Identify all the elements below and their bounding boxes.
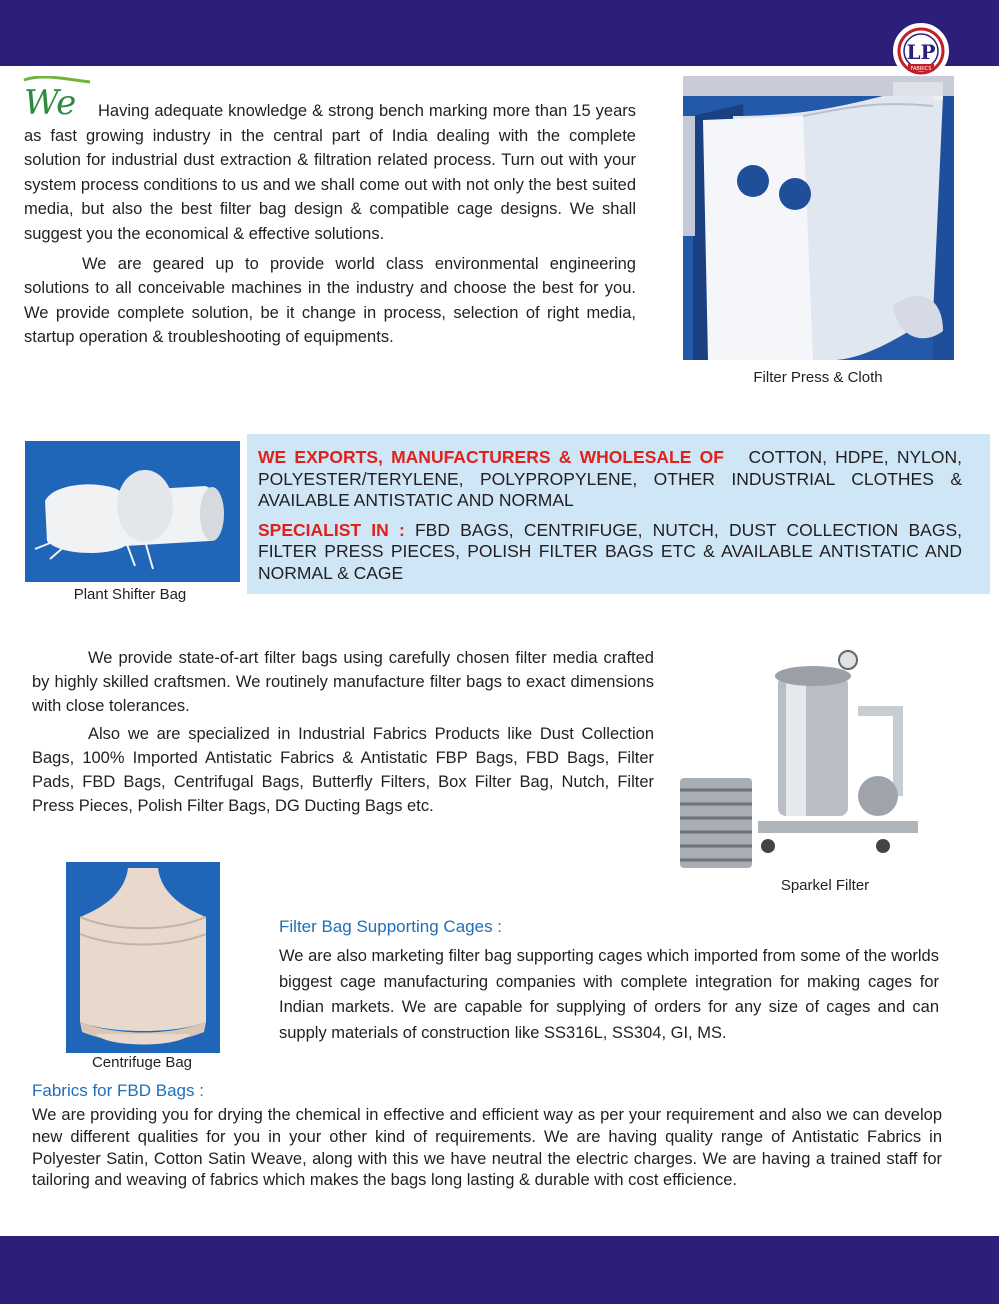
specialist-products: FBD BAGS, CENTRIFUGE, NUTCH, DUST COLLECTION BAGS, FILTER PRESS PIECES, POLISH FILTER BAGS ETC & AVAILABLE ANTISTATIC AND NORMAL & CAGE (258, 519, 962, 583)
caption-filter-press: Filter Press & Cloth (753, 369, 883, 386)
specialist-line (258, 520, 962, 585)
specialist-heading: SPECIALIST IN : (258, 519, 405, 540)
cages-heading: Filter Bag Supporting Cages : (279, 917, 503, 936)
plant-shifter-bag-photo (25, 441, 240, 582)
exports-line (258, 447, 962, 512)
company-logo (886, 22, 956, 84)
we-text: We (24, 83, 77, 122)
logo-subtext: FABRICS (910, 66, 932, 72)
intro-text (24, 99, 636, 350)
filter-bags-text (32, 647, 654, 819)
intro-paragraph-2: We are geared up to provide world class environmental engineering solutions to all conceivable machines in the industry and choose the best for you. We provide complete solution, be it change in process, selection of right media, startup operation & troubleshooting of equipments. (24, 254, 636, 347)
caption-sparkel-filter: Sparkel Filter (780, 877, 870, 894)
filter-bags-paragraph-1: We provide state-of-art filter bags using carefully chosen filter media crafted by highly skilled craftsmen. We routinely manufacture filter bags to exact dimensions with close tolerances. (32, 649, 654, 715)
bottom-band (0, 1236, 999, 1304)
fbd-text: We are providing you for drying the chemical in effective and efficient way as per your requirement and also we can develop new different qualities for you in your other kind of requirements. We are having quality range of Antistatic Fabrics in Polyester Satin, Cotton Satin Weave, along with this we have neutral the electric charges. We are having a trained staff for tailoring and weaving of fabrics which makes the bags long lasting & durable with cost efficience. (32, 1106, 942, 1190)
intro-paragraph-1: Having adequate knowledge & strong bench marking more than 15 years as fast growing industry in the central part of India dealing with the complete solution for industrial dust extraction & filtration related process. Turn out with your system process conditions to us and we shall come out with not only the best suited media, but also the best filter bag design & compatible cage designs. We shall suggest you the economical & effective solutions. (24, 102, 636, 243)
filter-bags-paragraph-2: Also we are specialized in Industrial Fabrics Products like Dust Collection Bags, 100% Imported Antistatic Fabrics & Antistatic FBP Bags, FBD Bags, Filter Pads, FBD Bags, Centrifugal Bags, Butterfly Filters, Box Filter Bag, Nutch, Filter Press Pieces, Polish Filter Bags, DG Ducting Bags etc. (32, 725, 654, 815)
centrifuge-bag-photo (66, 862, 220, 1053)
caption-centrifuge-bag: Centrifuge Bag (91, 1054, 193, 1071)
top-band (0, 0, 999, 66)
sparkel-filter-photo (678, 646, 945, 872)
filter-press-photo (683, 76, 954, 360)
caption-plant-shifter: Plant Shifter Bag (73, 586, 187, 603)
exports-materials: COTTON, HDPE, NYLON, POLYESTER/TERYLENE, POLYPROPYLENE, OTHER INDUSTRIAL CLOTHES & AVAILABLE ANTISTATIC AND NORMAL (258, 447, 962, 510)
cages-text: We are also marketing filter bag supporting cages which imported from some of the worlds biggest cage manufacturing companies with complete integration for making cages for Indian markets. We are capable for supplying of orders for any size of cages and can supply materials of construction like SS316L, SS304, GI, MS. (279, 947, 939, 1042)
logo-text: LP (906, 40, 936, 64)
exports-box-text (258, 447, 962, 584)
fbd-heading: Fabrics for FBD Bags : (32, 1081, 204, 1100)
exports-heading: WE EXPORTS, MANUFACTURERS & WHOLESALE OF (258, 447, 724, 467)
